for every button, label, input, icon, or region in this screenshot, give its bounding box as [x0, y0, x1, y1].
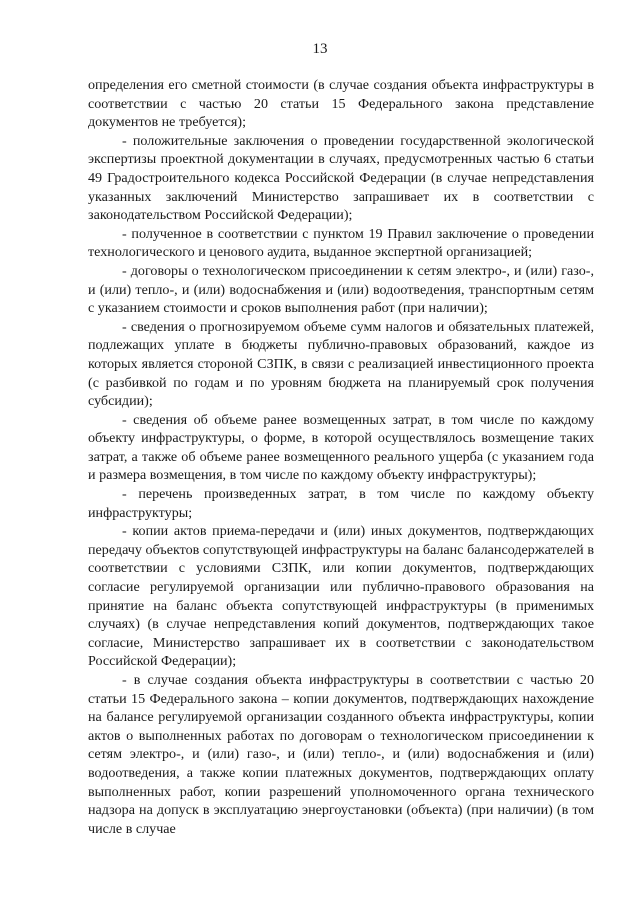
paragraph-reimbursed-costs: - сведения об объеме ранее возмещенных затрат, в том числе по каждому объекту инфраструктуры, о форме, в которой осуществлялось возмещение таких затрат, а также об объеме ранее возмещенного реального ущерба (с указанием года и размера возмещения, в том числе по каждому объекту инфраструктуры);	[88, 411, 594, 484]
paragraph-environmental-expertise: - положительные заключения о проведении государственной экологической экспертизы проектной документации в случаях, предусмотренных частью 6 статьи 49 Градостроительного кодекса Российской Федерации (в случае непредставления указанных заключений Министерство запрашивает их в соответствии с законодательством Российской Федерации);	[88, 132, 594, 224]
document-body	[88, 76, 594, 838]
page-number: 13	[312, 41, 328, 57]
paragraph-connection-contracts: - договоры о технологическом присоединении к сетям электро-, и (или) газо-, и (или) тепло-, и (или) водоснабжения и (или) водоотведения, транспортным сетям с указанием стоимости и сроков выполнения работ (при наличии);	[88, 262, 594, 317]
paragraph-tax-forecast: - сведения о прогнозируемом объеме сумм налогов и обязательных платежей, подлежащих уплате в бюджеты публично-правовых образований, каждое из которых является стороной СЗПК, в связи с реализацией инвестиционного проекта (с разбивкой по годам и по уровням бюджета на планируемый срок получения субсидии);	[88, 318, 594, 410]
paragraph-infrastructure-creation: - в случае создания объекта инфраструктуры в соответствии с частью 20 статьи 15 Федерального закона – копии документов, подтверждающих нахождение на балансе регулируемой организации созданного объекта инфраструктуры, копии актов о выполненных работах по договорам о технологическом присоединении к сетям электро-, и (или) газо-, и (или) тепло-, и (или) водоснабжения и (или) водоотведения, а также копии платежных документов, подтверждающих оплату выполненных работ, копии разрешений уполномоченного органа технического надзора на допуск в эксплуатацию энергоустановки (объекта) (при наличии) (в том числе в случае	[88, 672, 594, 837]
paragraph-continuation: определения его сметной стоимости (в случае создания объекта инфраструктуры в соответствии с частью 20 статьи 15 Федерального закона представление документов не требуется);	[88, 77, 594, 131]
paragraph-technology-price-audit: - полученное в соответствии с пунктом 19 Правил заключение о проведении технологического и ценового аудита, выданное экспертной организацией;	[88, 225, 594, 261]
paragraph-cost-list: - перечень произведенных затрат, в том числе по каждому объекту инфраструктуры;	[88, 486, 594, 521]
paragraph-transfer-acts: - копии актов приема-передачи и (или) иных документов, подтверждающих передачу объектов сопутствующей инфраструктуры на баланс балансодержателей в соответствии с условиями СЗПК, или копии документов, подтверждающих согласие регулируемой организации или публично-правового образования на принятие на баланс объекта сопутствующей инфраструктуры (в применимых случаях) (в случае непредставления копий документов, подтверждающих такое согласие, Министерство запрашивает их в соответствии с законодательством Российской Федерации);	[88, 523, 594, 670]
